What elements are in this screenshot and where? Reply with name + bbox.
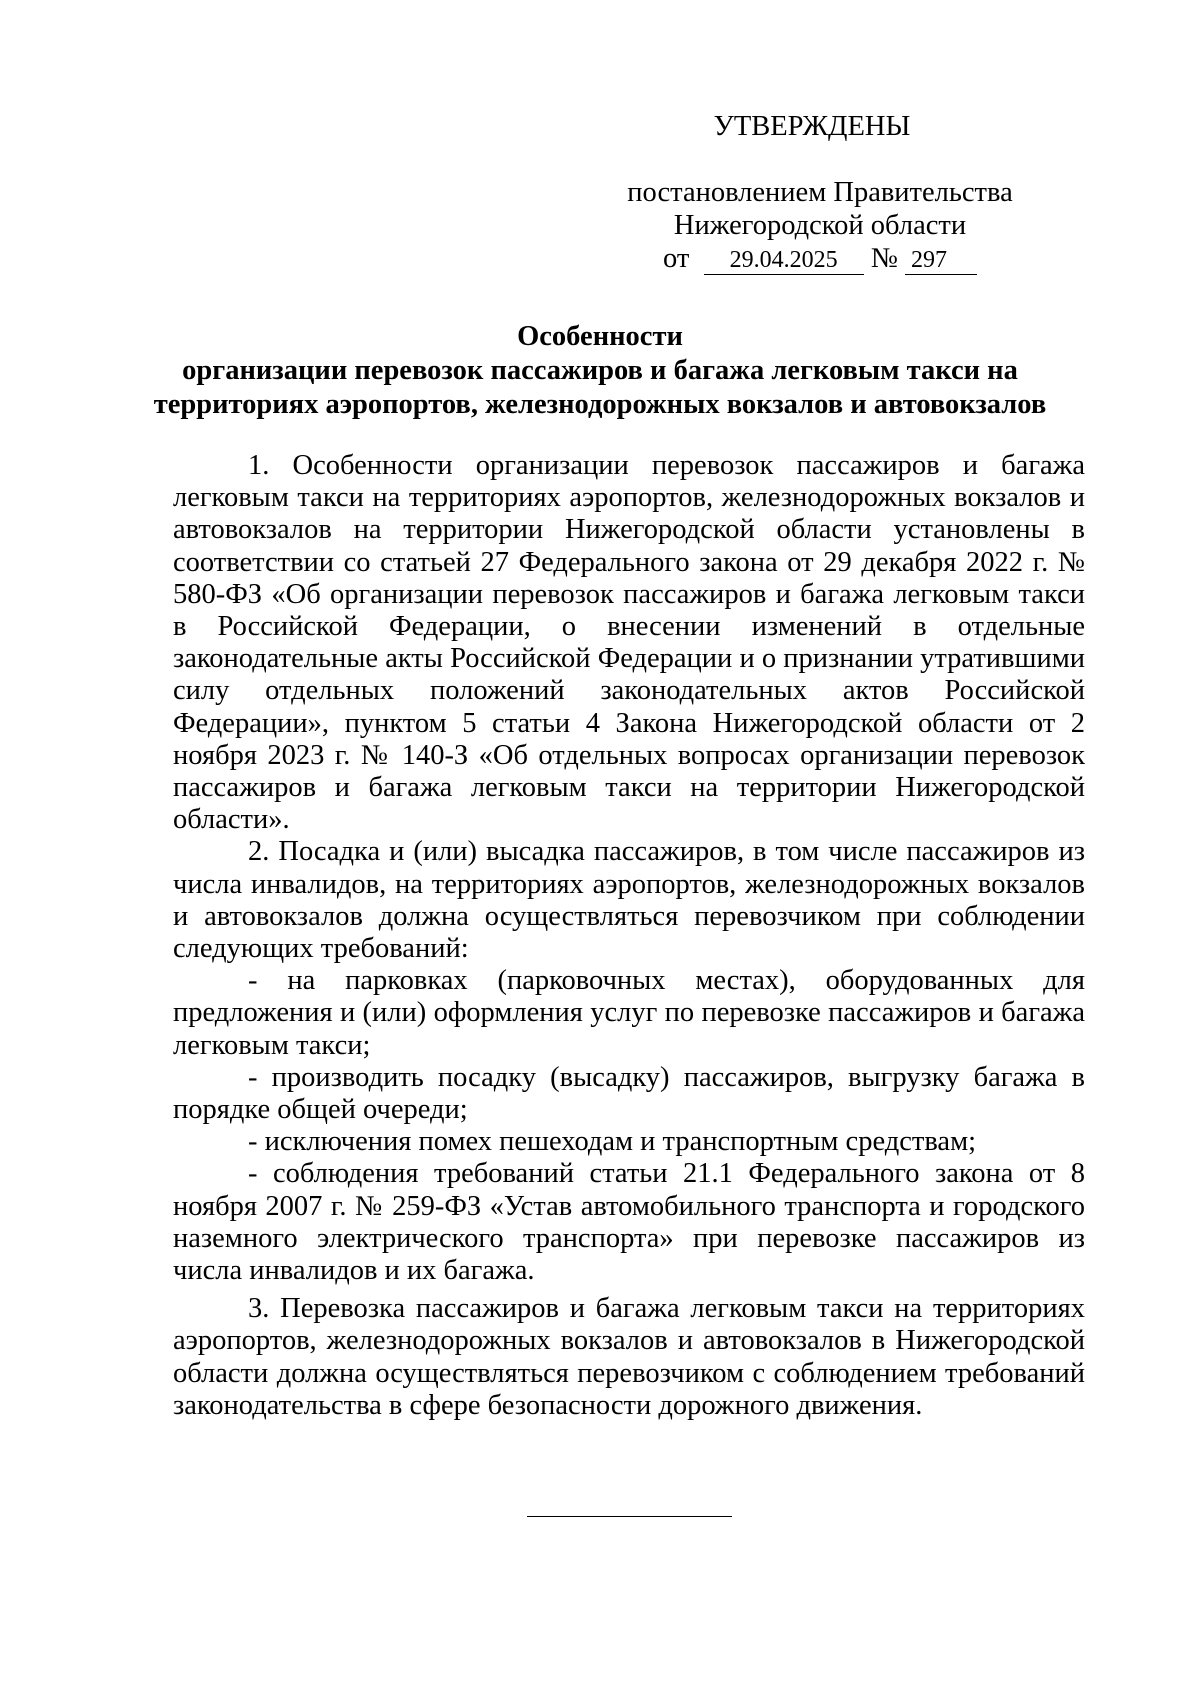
approval-line-2: Нижегородской области [673, 210, 967, 241]
requirement-item-1: - на парковках (парковочных местах), оборудованных для предложения и (или) оформления услуг по перевозке пассажиров и багажа легковым такси; [173, 965, 1085, 1061]
document-title [150, 320, 1050, 422]
number-sign: № [870, 243, 898, 274]
document-body [173, 450, 1085, 1422]
approved-heading: УТВЕРЖДЕНЫ [713, 111, 911, 142]
title-line-3: территориях аэропортов, железнодорожных вокзалов и автовокзалов [153, 389, 1047, 420]
date-prefix: от [662, 243, 690, 274]
requirement-item-4: - соблюдения требований статьи 21.1 Федерального закона от 8 ноября 2007 г. № 259-ФЗ «Устав автомобильного транспорта и городского наземного электрического транспорта» при перевозке пассажиров из числа инвалидов и их багажа. [173, 1158, 1085, 1287]
requirement-item-3: - исключения помех пешеходам и транспортным средствам; [248, 1126, 977, 1158]
approval-date-line [600, 242, 1040, 275]
paragraph-3: 3. Перевозка пассажиров и багажа легковым такси на территориях аэропортов, железнодорожных вокзалов и автовокзалов в Нижегородской области должна осуществляться перевозчиком с соблюдением требований законодательства в сфере безопасности дорожного движения. [173, 1293, 1085, 1421]
decree-number: 297 [905, 246, 977, 275]
paragraph-2: 2. Посадка и (или) высадка пассажиров, в том числе пассажиров из числа инвалидов, на территориях аэропортов, железнодорожных вокзалов и автовокзалов должна осуществляться перевозчиком при соблюдении следующих требований: [173, 836, 1085, 965]
decree-date: 29.04.2025 [704, 246, 864, 275]
approval-line-1: постановлением Правительства [627, 177, 1013, 208]
paragraph-1: 1. Особенности организации перевозок пассажиров и багажа легковым такси на территориях аэропортов, железнодорожных вокзалов и автовокзалов на территории Нижегородской области установлены в соответствии со статьей 27 Федерального закона от 29 декабря 2022 г. № 580-ФЗ «Об организации перевозок пассажиров и багажа легковым такси в Российской Федерации, о внесении изменений в отдельные законодательные акты Российской Федерации и о признании утратившими силу отдельных положений законодательных актов Российской Федерации», пунктом 5 статьи 4 Закона Нижегородской области от 2 ноября 2023 г. № 140-З «Об отдельных вопросах организации перевозок пассажиров и багажа легковым такси на территории Нижегородской области». [173, 450, 1085, 836]
title-line-2: организации перевозок пассажиров и багажа легковым такси на [182, 355, 1018, 386]
title-line-1: Особенности [517, 321, 683, 352]
end-divider [527, 1516, 732, 1517]
approval-block [600, 110, 1040, 275]
requirement-item-2: - производить посадку (высадку) пассажиров, выгрузку багажа в порядке общей очереди; [173, 1061, 1085, 1126]
